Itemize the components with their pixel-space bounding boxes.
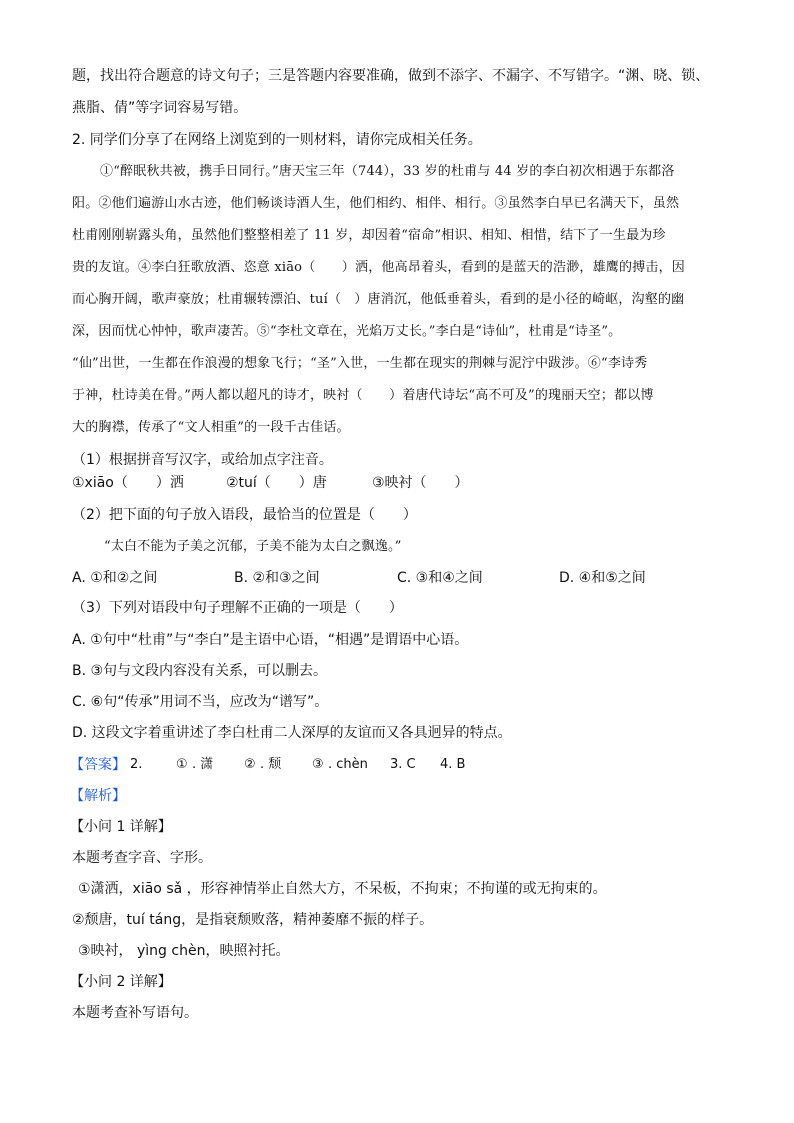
sub-question-1: （1）根据拼音写汉字，或给加点字注音。 bbox=[72, 452, 333, 468]
analysis-label: 【解析】 bbox=[70, 788, 126, 804]
sub-question-3-option-d: D. 这段文字着重讲述了李白杜甫二人深厚的友谊而又各具迥异的特点。 bbox=[72, 725, 512, 741]
answer-label: 【答案】 bbox=[70, 757, 126, 773]
passage-line-1: ①“醉眠秋共被，携手日同行。”唐天宝三年（744），33 岁的杜甫与 44 岁的李白初次相遇于东都洛 bbox=[100, 164, 675, 179]
answer-3: . chèn bbox=[328, 757, 368, 772]
sub-question-2-option-d: D. ④和⑤之间 bbox=[559, 570, 646, 586]
intro-line-2: 燕脂、倩”等字词容易写错。 bbox=[72, 100, 248, 116]
passage-line-2: 阳。②他们遍游山水古迹，他们畅谈诗酒人生，他们相约、相伴、相行。③虽然李白早已名满天下，虽然 bbox=[72, 196, 680, 211]
sub-2-detail-intro: 本题考查补写语句。 bbox=[72, 1005, 198, 1021]
sub-2-detail-heading: 【小问 2 详解】 bbox=[70, 974, 172, 990]
sub-1-detail-heading: 【小问 1 详解】 bbox=[70, 819, 172, 835]
sub-question-2-option-c: C. ③和④之间 bbox=[397, 570, 483, 586]
sub-1-detail-intro: 本题考查字音、字形。 bbox=[72, 850, 212, 866]
sub-1-detail-item-3: ③映衬， yìng chèn，映照衬托。 bbox=[78, 943, 290, 959]
answer-2-marker: ② bbox=[244, 757, 256, 772]
sub-question-2-sentence: “太白不能为子美之沉郁，子美不能为太白之飘逸。” bbox=[104, 539, 402, 554]
answer-2: . 颓 bbox=[260, 757, 282, 772]
passage-line-7: “仙”出世，一生都在作浪漫的想象飞行；“圣”入世，一生都在现实的荆棘与泥泞中跋涉。⑥“李诗秀 bbox=[72, 356, 648, 371]
sub-question-2-option-b: B. ②和③之间 bbox=[234, 570, 320, 586]
passage-line-6: 深，因而忧心忡忡，歌声凄苦。⑤“李杜文章在，光焰万丈长。”李白是“诗仙”，杜甫是“诗圣”。 bbox=[72, 324, 622, 339]
sub-question-3-option-b: B. ③句与文段内容没有关系，可以删去。 bbox=[72, 663, 328, 679]
sub-question-2: （2）把下面的句子放入语段，最恰当的位置是（ ） bbox=[72, 507, 417, 523]
passage-line-8: 于神，杜诗美在骨。”两人都以超凡的诗才，映衬（ ）着唐代诗坛“高不可及”的瑰丽天空；都以博 bbox=[72, 388, 654, 403]
passage-line-4: 贵的友谊。④李白狂歌放酒、恣意 xiāo（ ）洒，他高昂着头，看到的是蓝天的浩渺，雄鹰的搏击，因 bbox=[72, 260, 685, 275]
sub-question-3-option-a: A. ①句中“杜甫”与“李白”是主语中心语，“相遇”是谓语中心语。 bbox=[72, 632, 469, 648]
sub-1-detail-item-2: ②颓唐，tuí táng，是指衰颓败落，精神萎靡不振的样子。 bbox=[72, 912, 434, 928]
answer-3-marker: ③ bbox=[312, 757, 324, 772]
answer-1-marker: ① bbox=[176, 757, 188, 772]
sub-question-1-item-b: ②tuí（ ）唐 bbox=[226, 475, 327, 491]
question-2-title: 2. 同学们分享了在网络上浏览到的一则材料，请你完成相关任务。 bbox=[72, 132, 482, 148]
sub-question-2-option-a: A. ①和②之间 bbox=[72, 570, 158, 586]
answer-5: 4. B bbox=[440, 757, 466, 772]
sub-question-3: （3）下列对语段中句子理解不正确的一项是（ ） bbox=[72, 600, 403, 616]
sub-question-3-option-c: C. ⑥句“传承”用词不当，应改为“谱写”。 bbox=[72, 694, 329, 710]
sub-question-1-item-a: ①xiāo（ ）洒 bbox=[72, 475, 184, 491]
sub-question-1-item-c: ③映衬（ ） bbox=[372, 475, 469, 491]
answer-4: 3. C bbox=[390, 757, 416, 772]
answer-1: . 潇 bbox=[192, 757, 214, 772]
answer-number: 2. bbox=[130, 757, 143, 772]
passage-line-5: 而心胸开阔，歌声豪放；杜甫辗转漂泊、tuí（ ）唐消沉，他低垂着头，看到的是小径的崎岖，沟壑的幽 bbox=[72, 292, 685, 307]
intro-line-1: 题，找出符合题意的诗文句子；三是答题内容要准确，做到不添字、不漏字、不写错字。“渊、晓、锁、 bbox=[72, 68, 710, 84]
passage-line-9: 大的胸襟，传承了“文人相重”的一段千古佳话。 bbox=[72, 420, 350, 435]
passage-line-3: 杜甫刚刚崭露头角，虽然他们整整相差了 11 岁，却因着“宿命”相识、相知、相惜，结下了一生最为珍 bbox=[72, 228, 666, 243]
sub-1-detail-item-1: ①潇洒，xiāo sǎ ，形容神情举止自然大方，不呆板，不拘束；不拘谨的或无拘束的。 bbox=[78, 881, 607, 897]
